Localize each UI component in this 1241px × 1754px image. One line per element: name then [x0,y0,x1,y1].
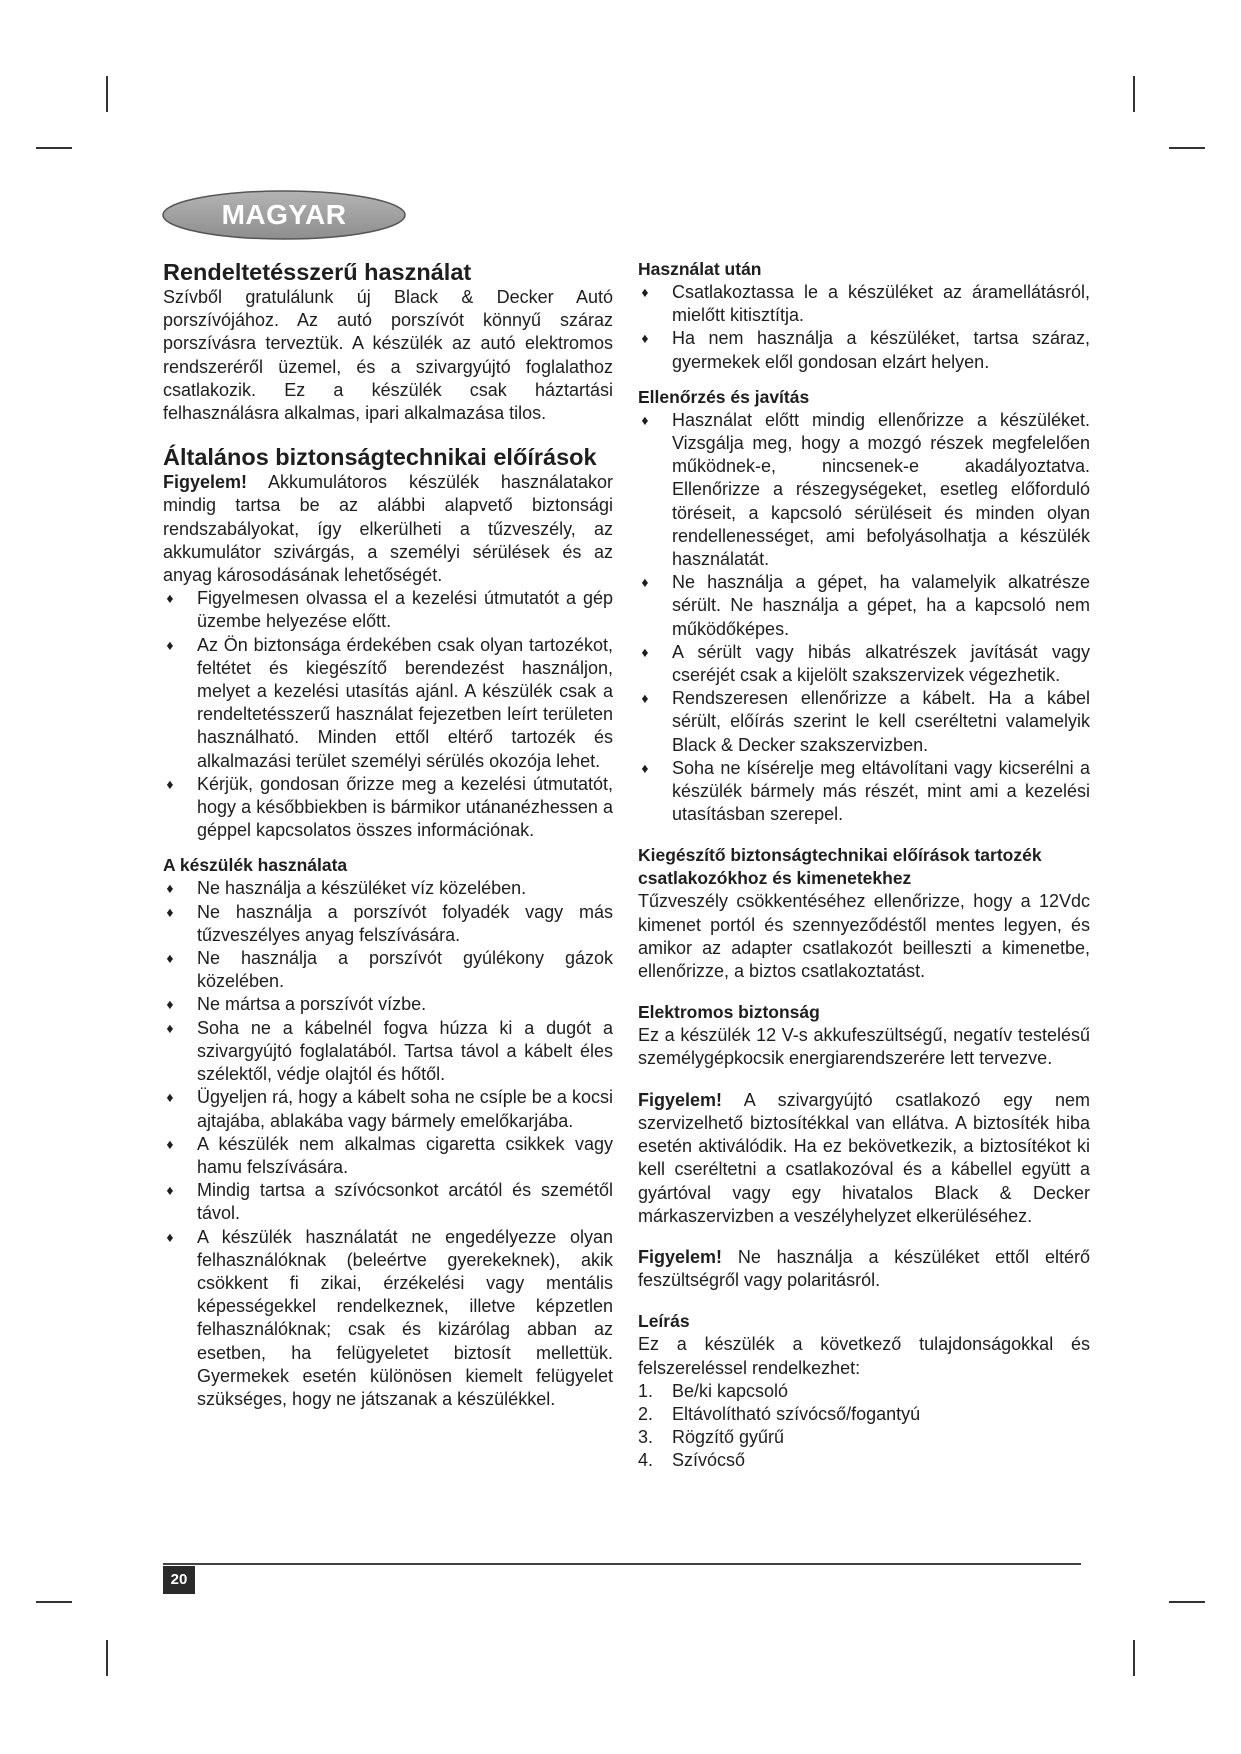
diamond-bullet-icon: ♦ [641,759,649,776]
diamond-bullet-icon: ♦ [166,636,174,653]
list-item: ♦ A készülék használatát ne engedélyezze olyan felhasználóknak (beleértve gyerekeknek), akik csökkent fi zikai, érzékelési vagy mentális képességekkel rendelkeznek, illetve képzetlen felhasználóknak; csak és kizárólag abban az esetben, ha felügyeletet biztosít mellettük. Gyermekek esetén különösen kiemelt felügyelet szükséges, hogy ne játszanak a készülékkel. [163,1226,613,1412]
diamond-bullet-icon: ♦ [641,330,649,347]
list-item: ♦ Ne használja a készüléket víz közelében. [163,877,613,900]
safety-warning-paragraph [163,471,613,587]
description-paragraph: Ez a készülék a következő tulajdonságokkal és felszereléssel rendelkezhet: [638,1334,1090,1378]
warning-label: Figyelem! [638,1089,723,1110]
language-label: MAGYAR [221,199,347,230]
warning-text: Akkumulátoros készülék használatakor mindig tartsa be az alábbi alapvető biztonsági rendszabályokat, így elkerülheti a tűzveszély, az akkumulátor szivárgás, a személyi sérülések és az anyag károsodásának lehetőségét. [163,472,613,586]
list-item: ♦ Soha ne a kábelnél fogva húzza ki a dugót a szivargyújtó foglalatából. Tartsa távol a kábelt éles szélektől, védje olajtól és hőtől. [163,1017,613,1087]
list-item: 2. Eltávolítható szívócső/fogantyú [638,1403,921,1424]
warning-label: Figyelem! [163,472,248,493]
list-item: 3. Rögzítő gyűrű [638,1427,785,1448]
diamond-bullet-icon: ♦ [641,574,649,591]
crop-mark [1169,1601,1205,1603]
diamond-bullet-icon: ♦ [641,284,649,300]
list-item: ♦ Az Ön biztonsága érdekében csak olyan tartozékot, feltétet és kiegészítő berendezést használjon, melyet a kezelési utasítás ajánl. A készülék csak a rendeltetésszerű használat fejezetben leírt területen használható. Minden ettől eltérő tartozék és alkalmazási terület személyi sérülés okozója lehet. [163,634,613,773]
list-item: ♦ Mindig tartsa a szívócsonkot arcától és szemétől távol. [163,1179,613,1225]
list-item: ♦ Ne használja a gépet, ha valamelyik alkatrésze sérült. Ne használja a gépet, ha a kapcsoló nem működőképes. [638,571,1090,641]
description-heading: Leírás [638,1311,690,1332]
usage-heading: A készülék használata [163,855,348,876]
diamond-bullet-icon: ♦ [166,1019,174,1036]
crop-mark [36,147,72,149]
left-column [163,258,613,1411]
diamond-bullet-icon: ♦ [166,903,174,920]
check-repair-heading: Ellenőrzés és javítás [638,386,810,407]
safety-heading: Általános biztonságtechnikai előírások [163,444,597,471]
electric-safety-heading: Elektromos biztonság [638,1002,820,1023]
crop-mark [1133,1640,1135,1676]
crop-mark [1133,76,1135,112]
crop-mark [106,76,108,112]
intro-heading: Rendeltetésszerű használat [163,259,472,285]
warning-text: Ne használja a készüléket ettől eltérő feszültségről vagy polaritásról. [638,1246,1090,1291]
footer-rule [163,1563,1081,1565]
language-badge [162,190,406,240]
list-item: ♦ Figyelmesen olvassa el a kezelési útmutatót a gép üzembe helyezése előtt. [163,587,613,633]
warning-text: A szivargyújtó csatlakozó egy nem szervizelhető biztosítékkal van ellátva. A biztosíték hiba esetén aktiválódik. Ha ez bekövetkezik, a biztosítékot ki kell cseréltetni a csatlakozóval és a kábellel együtt a gyártóval vagy egy hivatalos Black & Decker márkaszervizben a veszélyhelyzet elkerüléséhez. [638,1089,1090,1226]
page-number: 20 [163,1566,195,1594]
accessory-safety-heading: Kiegészítő biztonságtechnikai előírások tartozék csatlakozókhoz és kimenetekhez [638,845,1042,889]
crop-mark [106,1640,108,1676]
fuse-warning-paragraph [638,1089,1090,1228]
list-item: ♦ Kérjük, gondosan őrizze meg a kezelési útmutatót, hogy a későbbiekben is bármikor utánanézhessen a géppel kapcsolatos összes információnak. [163,773,613,843]
diamond-bullet-icon: ♦ [641,690,649,707]
diamond-bullet-icon: ♦ [166,1228,174,1245]
list-item: ♦ A készülék nem alkalmas cigaretta csikkek vagy hamu felszívására. [163,1133,613,1179]
usage-list [163,877,613,1411]
after-use-heading: Használat után [638,259,762,279]
check-repair-list [638,409,1090,827]
diamond-bullet-icon: ♦ [166,1182,174,1199]
list-item: ♦ Ne használja a porszívót folyadék vagy más tűzveszélyes anyag felszívására. [163,901,613,947]
parts-list [638,1380,1090,1473]
crop-mark [36,1601,72,1603]
diamond-bullet-icon: ♦ [166,590,174,607]
intro-paragraph: Szívből gratulálunk új Black & Decker Autó porszívójához. Az autó porszívót könnyű száraz porszívásra terveztük. A készülék az autó elektromos rendszeréről üzemel, és a szivargyújtó foglalathoz csatlakozik. Ez a készülék csak háztartási felhasználásra alkalmas, ipari alkalmazása tilos. [163,287,613,424]
right-column [638,258,1090,1473]
after-use-list [638,281,1090,374]
diamond-bullet-icon: ♦ [641,643,649,660]
diamond-bullet-icon: ♦ [166,1089,174,1106]
list-item: ♦ Csatlakoztassa le a készüléket az áramellátásról, mielőtt kitisztítja. [638,281,1090,327]
voltage-warning-paragraph [638,1246,1090,1292]
electric-safety-paragraph: Ez a készülék 12 V-s akkufeszültségű, negatív testelésű személygépkocsik energiarendszerére lett tervezve. [638,1025,1090,1069]
list-item: 4. Szívócső [638,1450,746,1471]
diamond-bullet-icon: ♦ [166,880,174,897]
diamond-bullet-icon: ♦ [166,996,174,1013]
list-item: ♦ Ne mártsa a porszívót vízbe. [163,993,613,1016]
accessory-safety-paragraph: Tűzveszély csökkentéséhez ellenőrizze, hogy a 12Vdc kimenet portól és szennyeződéstől mentes legyen, és amikor az adapter csatlakozót beilleszti a kimenetbe, ellenőrizze, a biztos csatlakoztatást. [638,891,1090,982]
list-item: ♦ Ha nem használja a készüléket, tartsa száraz, gyermekek elől gondosan elzárt helyen. [638,327,1090,373]
warning-label: Figyelem! [638,1246,723,1267]
diamond-bullet-icon: ♦ [166,1135,174,1152]
diamond-bullet-icon: ♦ [166,775,174,792]
crop-mark [1169,147,1205,149]
diamond-bullet-icon: ♦ [641,411,649,428]
list-item: ♦ Használat előtt mindig ellenőrizze a készüléket. Vizsgálja meg, hogy a mozgó részek megfelelően működnek-e, nincsenek-e akadályoztatva. Ellenőrizze a részegységeket, esetleg előforduló töréseit, a kapcsoló sérüléseit és minden olyan rendellenességet, ami befolyásolhatja a készülék használatát. [638,409,1090,571]
list-item: ♦ Ne használja a porszívót gyúlékony gázok közelében. [163,947,613,993]
diamond-bullet-icon: ♦ [166,950,174,967]
list-item: ♦ Ügyeljen rá, hogy a kábelt soha ne csíple be a kocsi ajtajába, ablakába vagy bármely emelőkarjába. [163,1086,613,1132]
list-item: 1. Be/ki kapcsoló [638,1380,789,1401]
list-item: ♦ Rendszeresen ellenőrizze a kábelt. Ha a kábel sérült, előírás szerint le kell cseréltetni valamelyik Black & Decker szakszervizben. [638,687,1090,757]
list-item: ♦ A sérült vagy hibás alkatrészek javítását vagy cseréjét csak a kijelölt szakszervizek végezhetik. [638,641,1090,687]
list-item: ♦ Soha ne kísérelje meg eltávolítani vagy kicserélni a készülék bármely más részét, mint ami a kezelési utasításban szerepel. [638,757,1090,827]
safety-list [163,587,613,842]
